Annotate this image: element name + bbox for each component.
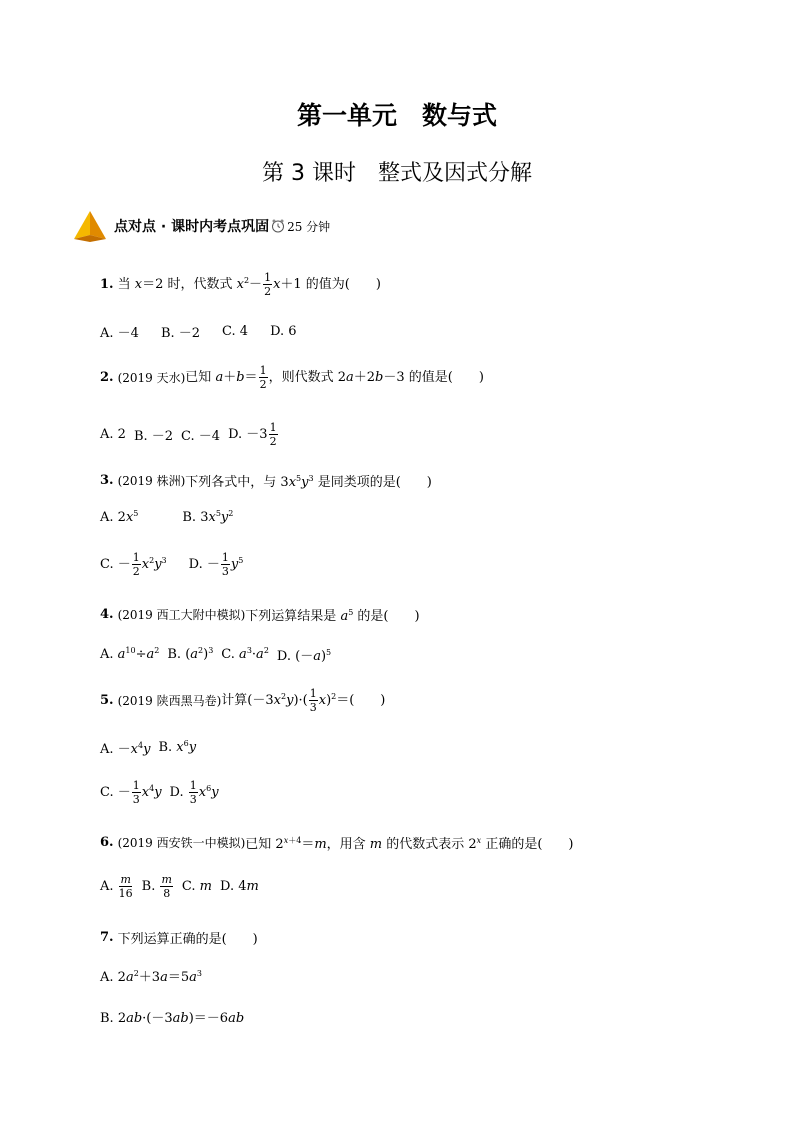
question-number: 3. xyxy=(100,473,114,488)
question-source: (2019 天水) xyxy=(117,371,186,385)
option-c[interactable]: C. －4 xyxy=(181,429,221,444)
option-a[interactable]: A. $2a^2+3a=5a^3$ xyxy=(100,969,202,985)
lesson-subtitle: 第 3 课时 整式及因式分解 xyxy=(262,161,532,186)
page-title: 第一单元 数与式 xyxy=(296,101,497,130)
option-b[interactable]: B. $(a^2)^3$ xyxy=(167,646,214,662)
option-c[interactable]: C. 4 xyxy=(222,324,249,339)
option-c[interactable]: C. － $\frac{1}{2}$ $x^2y^3$ xyxy=(100,551,167,578)
option-b[interactable]: B. －2 xyxy=(160,326,201,341)
question-stem: 已知 a＋b＝ $\frac{1}{2}$ ，则代数式 2a＋2b－3 的值是( ) xyxy=(185,364,484,391)
option-d[interactable]: D. － $\frac{1}{3}$ $y^5$ xyxy=(188,551,244,578)
option-d[interactable]: D. －3 $\frac{1}{2}$ xyxy=(228,421,277,448)
question-3-options-ab xyxy=(100,510,233,525)
section-time: 25 分钟 xyxy=(287,219,331,234)
option-b[interactable]: B. 2ab·(－3ab)＝－6ab xyxy=(100,1011,245,1026)
section-label: 点对点 · 课时内考点巩固 xyxy=(114,219,270,235)
question-source: (2019 西安铁一中模拟) xyxy=(117,836,246,850)
question-stem: 下列运算正确的是( ) xyxy=(117,932,258,947)
question-stem: 已知 $2^{x+4}=m$，用含 m 的代数式表示 2$^x$ 正确的是( ) xyxy=(245,836,574,852)
question-number: 5. xyxy=(100,693,114,708)
question-source: (2019 株洲) xyxy=(117,474,186,488)
question-2 xyxy=(100,365,484,390)
question-number: 2. xyxy=(100,370,114,385)
option-a[interactable]: A. $2x^5$ xyxy=(100,509,139,525)
question-1 xyxy=(100,272,381,297)
option-d[interactable]: D. $(-a)^5$ xyxy=(276,648,332,664)
question-number: 1. xyxy=(100,277,114,292)
question-7-option-b xyxy=(100,1007,244,1026)
question-5 xyxy=(100,688,385,713)
option-b[interactable]: B. $3x^5y^2$ xyxy=(182,509,234,525)
question-4-options xyxy=(100,645,331,664)
question-2-options xyxy=(100,422,279,447)
question-number: 7. xyxy=(100,930,114,945)
question-7 xyxy=(100,928,258,947)
option-a[interactable]: A. $a^{10}\div a^2$ xyxy=(100,646,160,662)
question-source: (2019 陕西黑马卷) xyxy=(117,694,222,708)
question-number: 6. xyxy=(100,835,114,850)
clock-icon xyxy=(271,219,285,233)
question-5-options-ab xyxy=(100,738,196,757)
question-6-options xyxy=(100,874,259,899)
question-1-options xyxy=(100,322,297,341)
option-a[interactable]: A. $\frac{m}{16}$ xyxy=(100,873,133,900)
option-c[interactable]: C. － $\frac{1}{3}$ $x^4y$ xyxy=(100,779,162,806)
question-number: 4. xyxy=(100,607,114,622)
question-3-options-cd xyxy=(100,552,243,577)
pyramid-icon xyxy=(72,209,108,243)
option-a[interactable]: A. 2 xyxy=(100,427,126,442)
question-stem: 下列各式中，与 $3x^5y^3$ 是同类项的是( ) xyxy=(185,474,432,490)
question-3 xyxy=(100,471,432,490)
section-header xyxy=(72,208,330,244)
question-4 xyxy=(100,605,420,624)
option-d[interactable]: D. 6 xyxy=(270,324,297,339)
option-b[interactable]: B. $\frac{m}{8}$ xyxy=(141,873,172,900)
question-6 xyxy=(100,833,573,852)
option-d[interactable]: D. $\frac{1}{3}$ $x^6y$ xyxy=(169,779,219,806)
question-stem: 当 x＝2 时，代数式 $x^2-$ $\frac{1}{2}$ x＋1 的值为( ) xyxy=(117,271,381,298)
question-source: (2019 西工大附中模拟) xyxy=(117,608,246,622)
option-b[interactable]: B. $x^6y$ xyxy=(158,739,197,755)
option-a[interactable]: A. －4 xyxy=(100,326,139,341)
option-a[interactable]: A. $-x^4y$ xyxy=(100,741,151,757)
option-c[interactable]: C. $a^3\cdot a^2$ xyxy=(221,646,269,662)
question-stem: 计算$(-3x^2y)\cdot$( $\frac{1}{3}$ x)$^2$＝( ) xyxy=(221,687,386,714)
question-stem: 下列运算结果是 $a^5$ 的是( ) xyxy=(245,608,420,624)
option-b[interactable]: B. －2 xyxy=(133,429,174,444)
question-5-options-cd xyxy=(100,780,219,805)
question-7-option-a xyxy=(100,966,202,985)
option-d[interactable]: D. 4m xyxy=(220,879,259,894)
option-c[interactable]: C. m xyxy=(181,879,212,894)
